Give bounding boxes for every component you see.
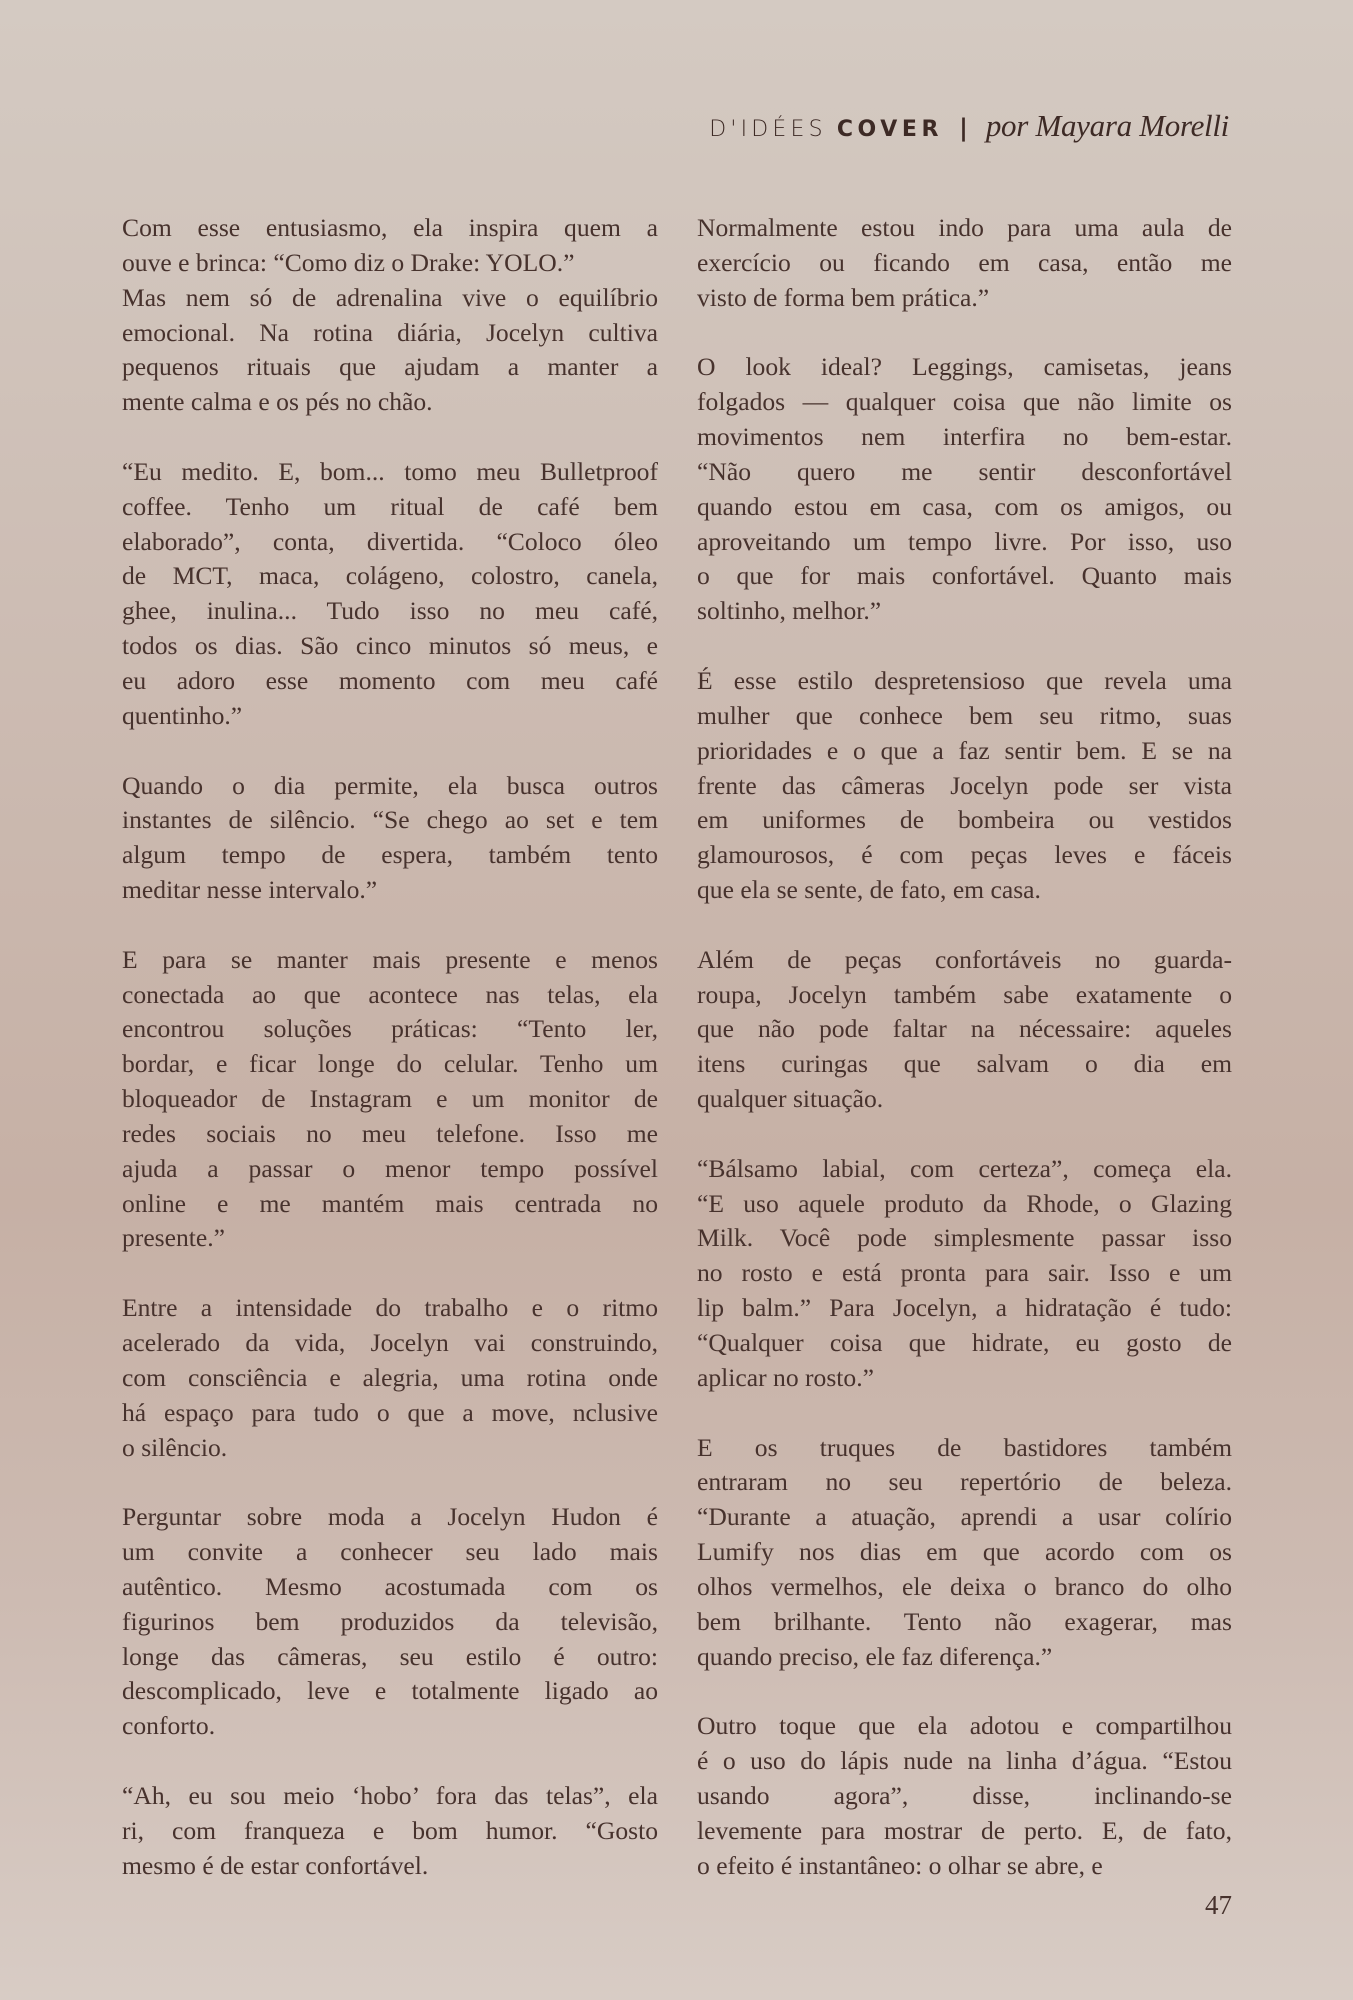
text-line: pequenos rituais que ajudam a manter a — [122, 352, 658, 382]
text-line: é o uso do lápis nude na linha d’água. “Estou — [697, 1746, 1232, 1776]
text-line: autêntico. Mesmo acostumada com os — [122, 1571, 658, 1601]
text-line: Quando o dia permite, ela busca outros — [122, 770, 658, 800]
article-paragraph — [122, 1779, 658, 1884]
article-paragraph — [697, 1152, 1232, 1396]
text-line: entraram no seu repertório de beleza. — [697, 1467, 1232, 1497]
text-line: que ela se sente, de fato, em casa. — [697, 875, 1041, 905]
article-paragraph — [697, 350, 1232, 629]
text-line: Normalmente estou indo para uma aula de — [697, 213, 1232, 242]
text-line: “Não quero me sentir desconfortável — [697, 456, 1232, 486]
text-line: Milk. Você pode simplesmente passar isso — [697, 1223, 1232, 1253]
text-line: no rosto e está pronta para sair. Isso e um — [697, 1258, 1232, 1288]
text-line: acelerado da vida, Jocelyn vai construindo, — [122, 1328, 658, 1357]
text-line: aproveitando um tempo livre. Por isso, uso — [697, 526, 1232, 556]
article-paragraph — [697, 943, 1232, 1117]
text-line: emocional. Na rotina diária, Jocelyn cultiva — [122, 317, 658, 347]
text-line: eu adoro esse momento com meu café — [122, 665, 658, 695]
text-line: E os truques de bastidores também — [697, 1432, 1232, 1462]
text-line: movimentos nem interfira no bem-estar. — [697, 422, 1232, 452]
text-line: “Bálsamo labial, com certeza”, começa ela. — [697, 1153, 1232, 1183]
text-line: aplicar no rosto.” — [697, 1362, 874, 1392]
text-line: Outro toque que ela adotou e compartilhou — [697, 1711, 1232, 1741]
text-line: É esse estilo despretensioso que revela uma — [697, 665, 1232, 695]
article-paragraph — [697, 1709, 1232, 1883]
text-line: Entre a intensidade do trabalho e o ritmo — [122, 1293, 658, 1323]
text-line: conectada ao que acontece nas telas, ela — [122, 979, 658, 1009]
text-line: prioridades e o que a faz sentir bem. E se na — [697, 735, 1232, 765]
header-separator: | — [959, 114, 968, 142]
text-line: “E uso aquele produto da Rhode, o Glazing — [697, 1188, 1232, 1218]
article-paragraph — [697, 1431, 1232, 1675]
text-line: quentinho.” — [122, 700, 243, 730]
text-line: “Eu medito. E, bom... tomo meu Bulletproof — [122, 456, 658, 486]
text-line: E para se manter mais presente e menos — [122, 944, 658, 974]
text-line: todos os dias. São cinco minutos só meus, e — [122, 631, 658, 661]
author-byline: por Mayara Morelli — [985, 108, 1229, 143]
text-line: usando agora”, disse, inclinando-se — [697, 1780, 1232, 1810]
text-line: levemente para mostrar de perto. E, de fato, — [697, 1815, 1232, 1845]
text-line: folgados — qualquer coisa que não limite os — [697, 387, 1232, 417]
text-line: “Qualquer coisa que hidrate, eu gosto de — [697, 1328, 1232, 1357]
text-line: exercício ou ficando em casa, então me — [697, 247, 1232, 277]
text-line: soltinho, melhor.” — [697, 596, 882, 626]
section-name: D'IDÉES — [709, 117, 827, 142]
running-header — [709, 108, 1229, 158]
page-number: 47 — [1205, 1890, 1232, 1920]
text-line: instantes de silêncio. “Se chego ao set e tem — [122, 805, 658, 835]
section-name-bold: COVER — [836, 117, 944, 142]
text-line: Perguntar sobre moda a Jocelyn Hudon é — [122, 1502, 658, 1532]
text-line: bem brilhante. Tento não exagerar, mas — [697, 1606, 1232, 1636]
text-line: olhos vermelhos, ele deixa o branco do olho — [697, 1571, 1232, 1601]
text-line: visto de forma bem prática.” — [697, 282, 990, 312]
text-line: o efeito é instantâneo: o olhar se abre, e — [697, 1850, 1103, 1880]
text-line: mesmo é de estar confortável. — [122, 1850, 429, 1880]
text-line: o silêncio. — [122, 1432, 228, 1462]
text-line: ghee, inulina... Tudo isso no meu café, — [122, 596, 658, 626]
article-paragraph — [122, 211, 658, 420]
article-paragraph — [697, 211, 1232, 316]
text-line: longe das câmeras, seu estilo é outro: — [122, 1641, 658, 1671]
article-paragraph — [122, 1500, 658, 1744]
article-paragraph — [697, 664, 1232, 908]
text-line: com consciência e alegria, uma rotina onde — [122, 1362, 658, 1392]
text-line: ajuda a passar o menor tempo possível — [122, 1153, 658, 1183]
text-line: “Ah, eu sou meio ‘hobo’ fora das telas”, ela — [122, 1780, 658, 1810]
article-paragraph — [122, 1291, 658, 1465]
text-line: presente.” — [122, 1223, 226, 1253]
text-line: O look ideal? Leggings, camisetas, jeans — [697, 352, 1232, 382]
text-line: online e me mantém mais centrada no — [122, 1188, 658, 1218]
text-line: que não pode faltar na nécessaire: aqueles — [697, 1014, 1232, 1044]
text-line: elaborado”, conta, divertida. “Coloco óleo — [122, 526, 658, 556]
text-line: ouve e brinca: “Como diz o Drake: YOLO.” — [122, 247, 575, 277]
text-line: bordar, e ficar longe do celular. Tenho um — [122, 1049, 658, 1079]
text-line: algum tempo de espera, também tento — [122, 840, 658, 870]
text-line: figurinos bem produzidos da televisão, — [122, 1606, 658, 1636]
article-paragraph — [122, 943, 658, 1257]
text-line: o que for mais confortável. Quanto mais — [697, 561, 1232, 591]
text-line: Com esse entusiasmo, ela inspira quem a — [122, 213, 658, 242]
text-line: bloqueador de Instagram e um monitor de — [122, 1084, 658, 1114]
text-line: glamourosos, é com peças leves e fáceis — [697, 840, 1232, 870]
article-paragraph — [122, 769, 658, 908]
text-line: “Durante a atuação, aprendi a usar colírio — [697, 1502, 1232, 1532]
text-line: mulher que conhece bem seu ritmo, suas — [697, 700, 1232, 730]
text-line: quando estou em casa, com os amigos, ou — [697, 491, 1232, 521]
text-line: ri, com franqueza e bom humor. “Gosto — [122, 1815, 658, 1845]
text-line: roupa, Jocelyn também sabe exatamente o — [697, 979, 1232, 1009]
text-line: Lumify nos dias em que acordo com os — [697, 1537, 1232, 1567]
text-line: quando preciso, ele faz diferença.” — [697, 1641, 1053, 1671]
text-line: um convite a conhecer seu lado mais — [122, 1537, 658, 1567]
text-line: Mas nem só de adrenalina vive o equilíbrio — [122, 282, 658, 312]
text-line: redes sociais no meu telefone. Isso me — [122, 1118, 658, 1148]
text-line: conforto. — [122, 1711, 216, 1741]
text-line: encontrou soluções práticas: “Tento ler, — [122, 1014, 658, 1044]
text-line: coffee. Tenho um ritual de café bem — [122, 491, 658, 521]
article-paragraph — [122, 455, 658, 734]
text-line: há espaço para tudo o que a move, nclusive — [122, 1397, 658, 1427]
text-line: frente das câmeras Jocelyn pode ser vista — [697, 770, 1232, 800]
text-line: em uniformes de bombeira ou vestidos — [697, 805, 1232, 835]
text-line: de MCT, maca, colágeno, colostro, canela, — [122, 561, 658, 591]
left-column — [122, 211, 658, 1918]
text-line: mente calma e os pés no chão. — [122, 387, 433, 417]
text-line: itens curingas que salvam o dia em — [697, 1049, 1232, 1079]
text-line: lip balm.” Para Jocelyn, a hidratação é tudo: — [697, 1293, 1232, 1323]
text-line: descomplicado, leve e totalmente ligado ao — [122, 1676, 658, 1706]
text-line: qualquer situação. — [697, 1084, 884, 1114]
right-column — [697, 211, 1232, 1918]
text-line: meditar nesse intervalo.” — [122, 875, 378, 905]
text-line: Além de peças confortáveis no guarda- — [697, 944, 1232, 974]
